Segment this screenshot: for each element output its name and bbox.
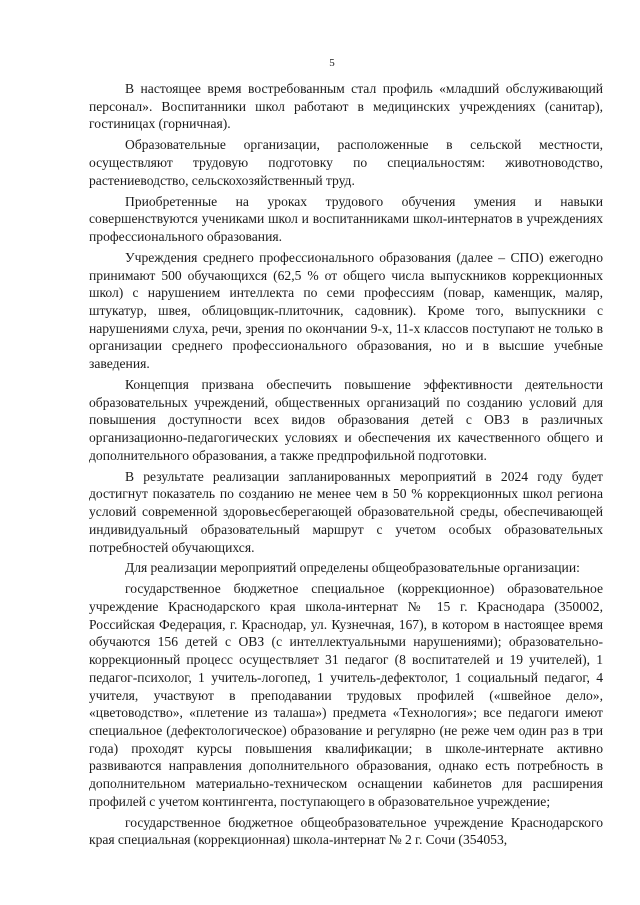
paragraph-junior-staff-profile: В настоящее время востребованным стал профиль «младший обслуживающий персонал». Воспитанники школ работают в медицинских учреждениях (санитар), гостиницах (горничная). [89, 81, 603, 132]
paragraph-rural-organizations: Образовательные организации, расположенные в сельской местности, осуществляют трудовую подготовку по специальностям: животноводство, растениеводство, сельскохозяйственный труд. [89, 137, 603, 188]
paragraph-school-15-krasnodar: государственное бюджетное специальное (коррекционное) образовательное учреждение Краснодарского края школа-интернат № 15 г. Краснодара (350002, Российская Федерация, г. Краснодар, ул. Кузнечная, 167), в котором в настоящее время обучаются 156 детей с ОВЗ (с интеллектуальными нарушениями); образовательно-коррекционный процесс осуществляет 31 педагог (8 воспитателей и 19 учителей), 1 педагог-психолог, 1 учитель-логопед, 1 учитель-дефектолог, 1 социальный педагог, 4 учителя, участвуют в преподавании трудовых профилей («швейное дело», «цветоводство», «плетение из талаша») предмета «Технология»; все педагоги имеют специальное (дефектологическое) образование и регулярно (не реже чем один раз в три года) проходят курсы повышения квалификации; в школе-интернате активно развиваются направления дополнительного образования, однако есть потребность в дополнительном материально-техническом оснащении кабинетов для расширения профилей с учетом контингента, поступающего в образовательное учреждение; [89, 581, 603, 809]
paragraph-concept-goals: Концепция призвана обеспечить повышение эффективности деятельности образовательных учреждений, общественных организаций по созданию условий для повышения доступности всех видов образования детей с ОВЗ в различных организационно-педагогических условиях и обеспечения их качественного общего и дополнительного образования, а также предпрофильной подготовки. [89, 377, 603, 463]
paragraph-2024-results: В результате реализации запланированных мероприятий в 2024 году будет достигнут показатель по созданию не менее чем в 50 % коррекционных школ региона условий современной здоровьесберегающей образовательной среды, обеспечивающей индивидуальный образовательный маршрут с учетом особых образовательных потребностей обучающихся. [89, 468, 603, 555]
page-number: 5 [329, 57, 335, 69]
paragraph-school-2-sochi: государственное бюджетное общеобразовательное учреждение Краснодарского края специальная (коррекционная) школа-интернат № 2 г. Сочи (354053, [89, 814, 603, 848]
paragraph-acquired-skills: Приобретенные на уроках трудового обучения умения и навыки совершенствуются учениками школ и воспитанниками школ-интернатов в учреждениях профессионального образования. [89, 193, 603, 244]
paragraph-organizations-intro: Для реализации мероприятий определены общеобразовательные организации: [125, 560, 580, 576]
paragraph-spo-admissions: Учреждения среднего профессионального образования (далее – СПО) ежегодно принимают 500 обучающихся (62,5 % от общего числа выпускников коррекционных школ) с нарушением интеллекта по семи профессиям (повар, каменщик, маляр, штукатур, швея, облицовщик-плиточник, садовник). Кроме того, выпускники с нарушениями слуха, речи, зрения по окончании 9-х, 11-х классов поступают не только в организации среднего профессионального образования, но и в высшие учебные заведения. [89, 249, 603, 372]
document-body [89, 80, 603, 852]
